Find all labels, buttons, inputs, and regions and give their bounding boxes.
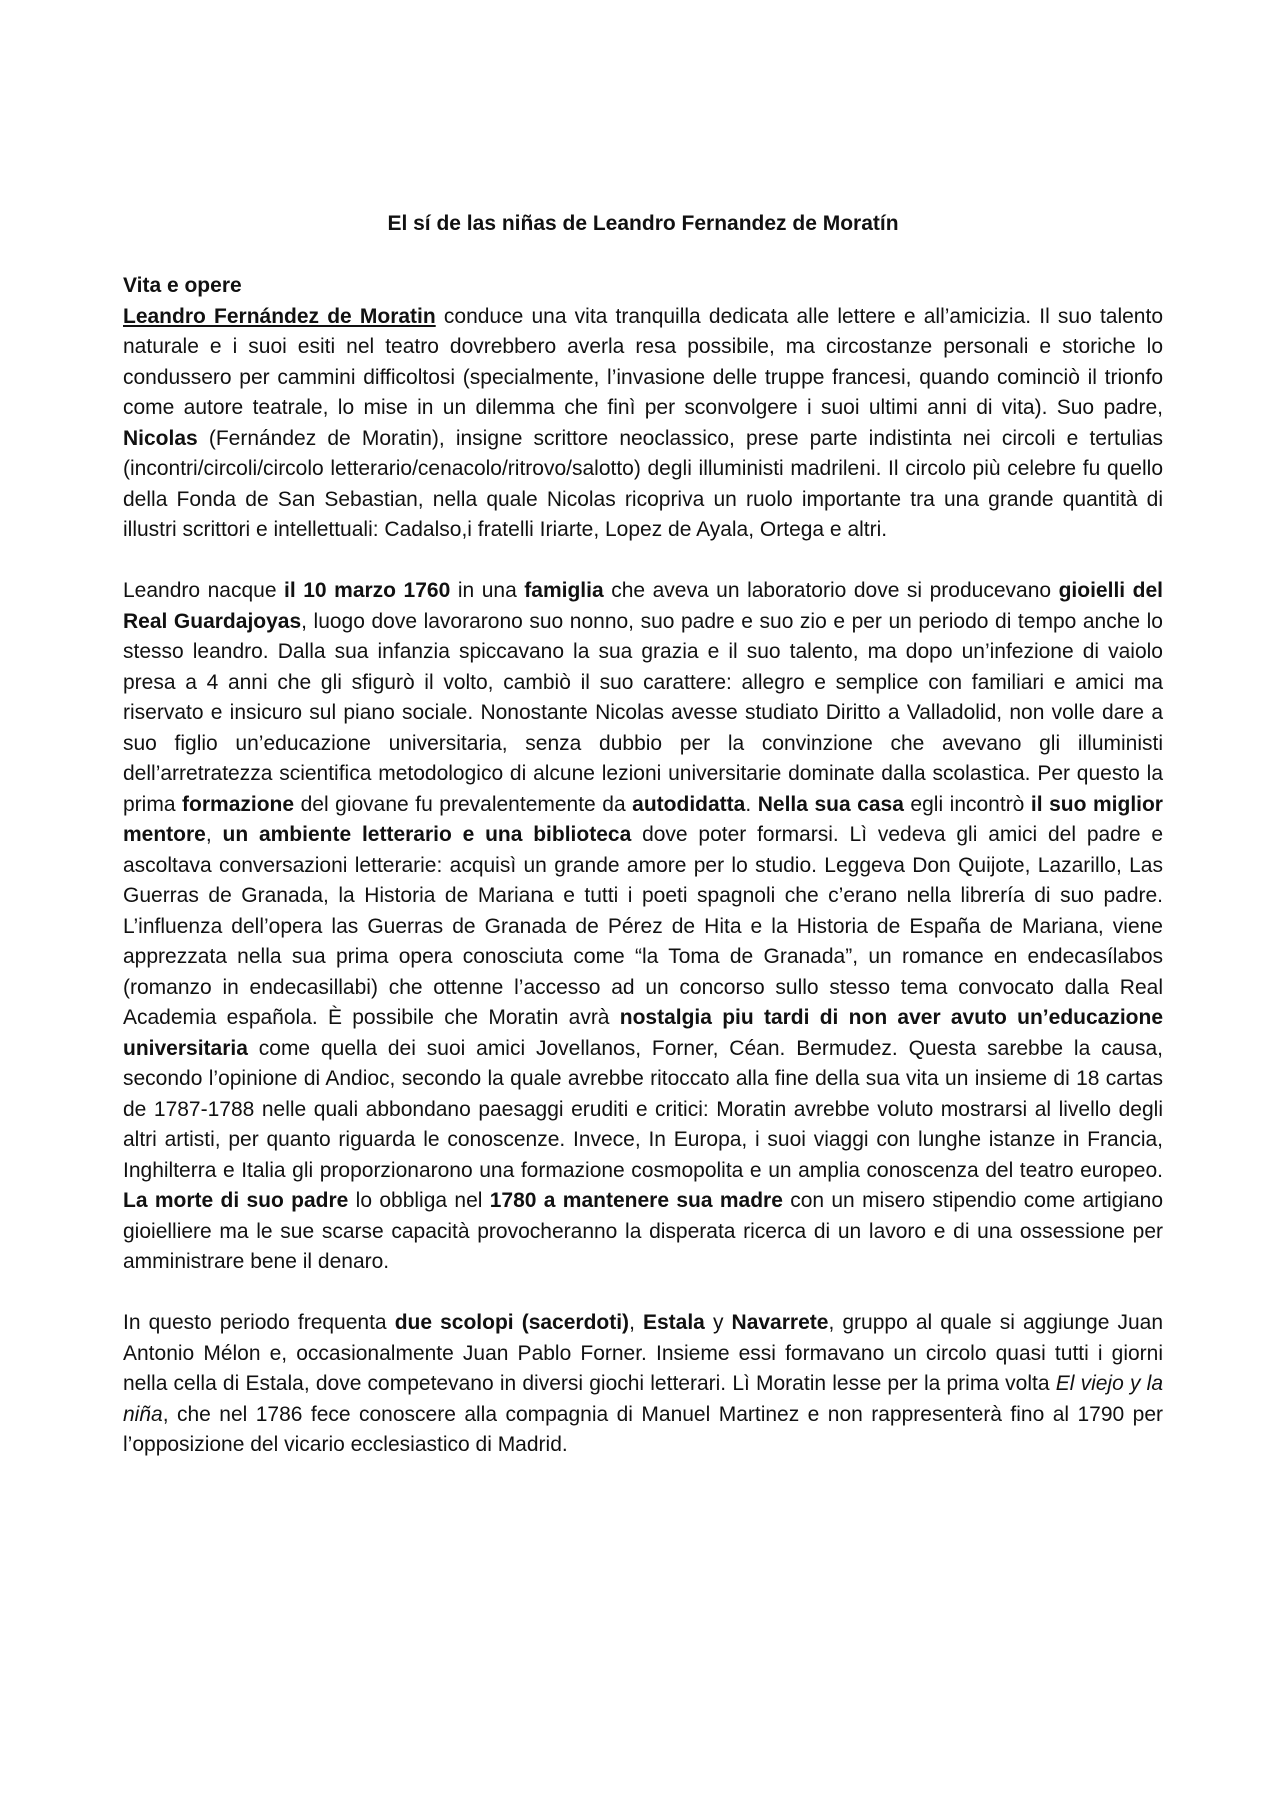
paragraph-1 (123, 302, 1163, 546)
body-text: con un misero stipendio come artigiano gioielliere ma le sue scarse capacità provocheranno la disperata ricerca di un lavoro e di una ossessione per amministrare bene il denaro. (123, 1189, 1164, 1273)
paragraph-3 (123, 1308, 1163, 1461)
emphasis-text: El viejo y la niña (123, 1372, 1163, 1426)
document-body (123, 302, 1163, 1461)
emphasis-text: due scolopi (sacerdoti) (394, 1311, 630, 1334)
body-text: , (629, 1311, 643, 1334)
body-text: egli incontrò (903, 792, 1031, 816)
body-text: , luogo dove lavorarono suo nonno, suo padre e suo zio e per un periodo di tempo anche lo stesso leandro. Dalla sua infanzia spiccavano la sua grazia e il suo talento, ma dopo un’infezione di vaiolo presa a 4 anni che gli sfigurò il volto, cambiò il suo carattere: allegro e semplice con familiari e amici ma riservato e insicuro sul piano sociale. Nonostante Nicolas avesse studiato Diritto a Valladolid, non volle dare a suo figlio un’educazione universitaria, senza dubbio per la convinzione che avevano gli illuministi dell’arretratezza scientifica metodologico di alcune lezioni universitarie dominate dalla scolastica. Per questo la prima (123, 609, 1163, 816)
body-text: dove poter formarsi. Lì vedeva gli amici del padre e ascoltava conversazioni letterarie: acquisì un grande amore per lo studio. Leggeva Don Quijote, Lazarillo, Las Guerras de Granada, la Historia de Mariana e tutti i poeti spagnoli che c’erano nella librería di suo padre. L’influenza dell’opera las Guerras de Granada de Pérez de Hita e la Historia de España de Mariana, viene apprezzata nella sua prima opera conosciuta come “la Toma de Granada”, un romance en endecasílabos (romanzo in endecasillabi) che ottenne l’accesso ad un concorso sullo stesso tema convocato dalla Real Academia española. È possibile che Moratin avrà (123, 823, 1164, 1029)
emphasis-text: gioielli del Real Guardajoyas (123, 579, 1163, 633)
emphasis-text: il suo miglior mentore (123, 792, 1163, 846)
body-text: del giovane fu prevalentemente da (294, 792, 633, 816)
body-text: come quella dei suoi amici Jovellanos, Forner, Céan. Bermudez. Questa sarebbe la causa, secondo l’opinione di Andioc, secondo la quale avrebbe ritoccato alla fine della sua vita un insieme di 18 cartas de 1787-1788 nelle quali abbondano paesaggi eruditi e critici: Moratin avrebbe voluto mostrarsi al livello degli altri artisti, per quanto riguarda le conoscenze. Invece, In Europa, i suoi viaggi con lunghe istanze in Francia, Inghilterra e Italia gli proporzionarono una formazione cosmopolita e un amplia conoscenza del teatro europeo. (123, 1036, 1163, 1182)
emphasis-text: un ambiente letterario e una biblioteca (222, 823, 632, 846)
emphasis-text: Estala (642, 1311, 705, 1334)
body-text: , gruppo al quale si aggiunge Juan Antonio Mélon e, occasionalmente Juan Pablo Forner. Insieme essi formavano un circolo quasi tutti i giorni nella cella di Estala, dove competevano in diversi giochi letterari. Lì Moratin lesse per la prima volta (123, 1311, 1163, 1395)
body-text: (Fernández de Moratin), insigne scrittore neoclassico, prese parte indistinta nei circoli e tertulias (incontri/circoli/circolo letterario/cenacolo/ritrovo/salotto) degli illuministi madrileni. Il circolo più celebre fu quello della Fonda de San Sebastian, nella quale Nicolas ricopriva un ruolo importante tra una grande quantità di illustri scrittori e intellettuali: Cadalso,i fratelli Iriarte, Lopez de Ayala, Ortega e altri. (123, 426, 1163, 541)
emphasis-text: il 10 marzo 1760 (284, 579, 451, 602)
emphasis-text: Leandro Fernández de Moratin (123, 304, 436, 328)
emphasis-text: nostalgia piu tardi di non aver avuto un’educazione universitaria (123, 1006, 1163, 1060)
body-text: Leandro nacque (123, 579, 285, 602)
body-text: lo obbliga nel (348, 1189, 490, 1212)
body-text: y (704, 1311, 732, 1334)
emphasis-text: autodidatta (632, 792, 746, 816)
body-text: conduce una vita tranquilla dedicata alle lettere e all’amicizia. Il suo talento naturale e i suoi esiti nel teatro dovrebbero averla resa possibile, ma circostanze personali e storiche lo condussero per cammini difficoltosi (specialmente, l’invasione delle truppe francesi, quando cominciò il trionfo come autore teatrale, lo mise in un dilemma che finì per sconvolgere i suoi ultimi anni di vita). Suo padre, (123, 304, 1164, 419)
document-page (123, 211, 1163, 1461)
body-text: che aveva un laboratorio dove si producevano (603, 579, 1059, 602)
emphasis-text: formazione (182, 792, 295, 816)
body-text: , (205, 823, 223, 846)
document-title: El sí de las niñas de Leandro Fernandez de Moratín (387, 212, 899, 235)
emphasis-text: 1780 a mantenere sua madre (489, 1189, 783, 1212)
paragraph-2 (123, 576, 1163, 1278)
emphasis-text: Nicolas (123, 426, 198, 450)
emphasis-text: famiglia (524, 579, 604, 602)
emphasis-text: La morte di suo padre (123, 1189, 349, 1212)
emphasis-text: Navarrete (731, 1311, 829, 1334)
body-text: in una (450, 579, 525, 602)
emphasis-text: Nella sua casa (757, 792, 904, 816)
section-heading: Vita e opere (123, 274, 242, 297)
body-text: . (745, 792, 758, 816)
body-text: , che nel 1786 fece conoscere alla compagnia di Manuel Martinez e non rappresenterà fino al 1790 per l’opposizione del vicario ecclesiastico di Madrid. (123, 1402, 1163, 1456)
body-text: In questo periodo frequenta (123, 1311, 395, 1334)
